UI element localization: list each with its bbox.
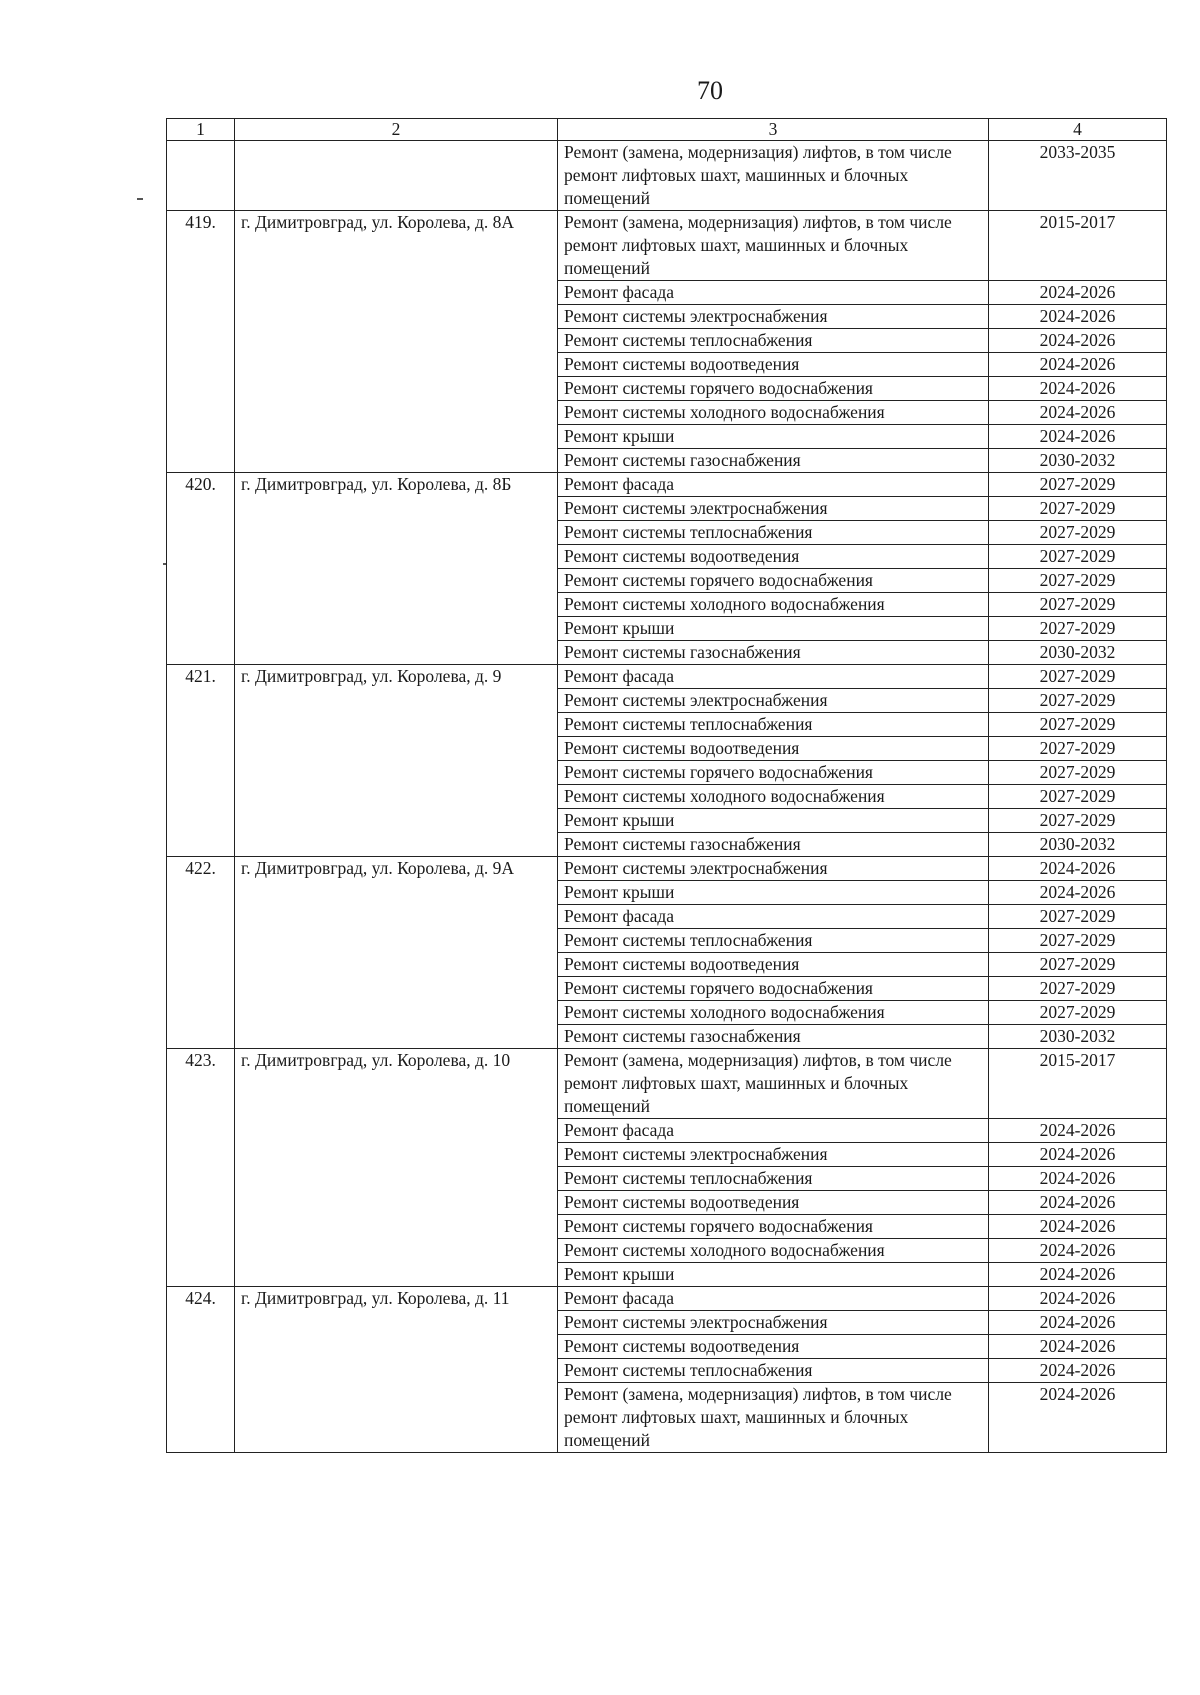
period-cell: 2024-2026 <box>989 353 1167 377</box>
work-type-cell: Ремонт системы теплоснабжения <box>558 1359 989 1383</box>
repair-schedule-table <box>166 118 1167 1453</box>
period-cell: 2027-2029 <box>989 617 1167 641</box>
work-type-cell: Ремонт системы водоотведения <box>558 545 989 569</box>
period-cell: 2024-2026 <box>989 1263 1167 1287</box>
table-row <box>167 1287 1167 1311</box>
period-cell: 2027-2029 <box>989 761 1167 785</box>
period-cell: 2027-2029 <box>989 521 1167 545</box>
work-type-cell: Ремонт системы теплоснабжения <box>558 1167 989 1191</box>
column-header-1: 1 <box>167 119 235 141</box>
work-type-cell: Ремонт системы горячего водоснабжения <box>558 761 989 785</box>
period-cell: 2024-2026 <box>989 1119 1167 1143</box>
work-type-cell: Ремонт системы холодного водоснабжения <box>558 593 989 617</box>
table-body <box>167 119 1167 1453</box>
table-row <box>167 141 1167 211</box>
work-type-cell: Ремонт системы холодного водоснабжения <box>558 1001 989 1025</box>
period-cell: 2024-2026 <box>989 881 1167 905</box>
period-cell: 2027-2029 <box>989 593 1167 617</box>
period-cell: 2024-2026 <box>989 401 1167 425</box>
row-number-cell: 422. <box>167 857 235 1049</box>
work-type-cell: Ремонт системы водоотведения <box>558 1191 989 1215</box>
period-cell: 2027-2029 <box>989 929 1167 953</box>
period-cell: 2024-2026 <box>989 425 1167 449</box>
work-type-cell: Ремонт фасада <box>558 665 989 689</box>
work-type-cell: Ремонт крыши <box>558 881 989 905</box>
work-type-cell: Ремонт крыши <box>558 617 989 641</box>
period-cell: 2024-2026 <box>989 281 1167 305</box>
period-cell: 2024-2026 <box>989 1287 1167 1311</box>
work-type-cell: Ремонт системы электроснабжения <box>558 497 989 521</box>
work-type-cell: Ремонт фасада <box>558 281 989 305</box>
period-cell: 2015-2017 <box>989 211 1167 281</box>
period-cell: 2030-2032 <box>989 1025 1167 1049</box>
row-number-cell: 424. <box>167 1287 235 1453</box>
work-type-cell: Ремонт системы электроснабжения <box>558 1143 989 1167</box>
period-cell: 2024-2026 <box>989 1383 1167 1453</box>
address-cell: г. Димитровград, ул. Королева, д. 9 <box>235 665 558 857</box>
column-header-4: 4 <box>989 119 1167 141</box>
period-cell: 2015-2017 <box>989 1049 1167 1119</box>
work-type-cell: Ремонт системы холодного водоснабжения <box>558 401 989 425</box>
period-cell: 2027-2029 <box>989 953 1167 977</box>
scan-speck <box>163 563 166 565</box>
table-row <box>167 857 1167 881</box>
address-cell: г. Димитровград, ул. Королева, д. 8А <box>235 211 558 473</box>
row-number-cell: 419. <box>167 211 235 473</box>
period-cell: 2027-2029 <box>989 737 1167 761</box>
period-cell: 2024-2026 <box>989 1167 1167 1191</box>
work-type-cell: Ремонт системы водоотведения <box>558 737 989 761</box>
work-type-cell: Ремонт крыши <box>558 1263 989 1287</box>
period-cell: 2030-2032 <box>989 449 1167 473</box>
period-cell: 2024-2026 <box>989 857 1167 881</box>
column-header-2: 2 <box>235 119 558 141</box>
work-type-cell: Ремонт системы электроснабжения <box>558 857 989 881</box>
table-row <box>167 665 1167 689</box>
work-type-cell: Ремонт (замена, модернизация) лифтов, в том числе ремонт лифтовых шахт, машинных и блочных помещений <box>558 211 989 281</box>
address-cell: г. Димитровград, ул. Королева, д. 10 <box>235 1049 558 1287</box>
address-cell: г. Димитровград, ул. Королева, д. 9А <box>235 857 558 1049</box>
period-cell: 2024-2026 <box>989 377 1167 401</box>
period-cell: 2024-2026 <box>989 1191 1167 1215</box>
period-cell: 2027-2029 <box>989 809 1167 833</box>
work-type-cell: Ремонт системы водоотведения <box>558 953 989 977</box>
work-type-cell: Ремонт фасада <box>558 473 989 497</box>
period-cell: 2027-2029 <box>989 713 1167 737</box>
address-cell <box>235 141 558 211</box>
period-cell: 2027-2029 <box>989 665 1167 689</box>
period-cell: 2027-2029 <box>989 473 1167 497</box>
table-row <box>167 1049 1167 1119</box>
work-type-cell: Ремонт системы электроснабжения <box>558 1311 989 1335</box>
period-cell: 2030-2032 <box>989 641 1167 665</box>
period-cell: 2027-2029 <box>989 569 1167 593</box>
work-type-cell: Ремонт крыши <box>558 809 989 833</box>
period-cell: 2027-2029 <box>989 1001 1167 1025</box>
period-cell: 2024-2026 <box>989 305 1167 329</box>
page-number: 70 <box>697 76 723 105</box>
work-type-cell: Ремонт системы холодного водоснабжения <box>558 1239 989 1263</box>
work-type-cell: Ремонт (замена, модернизация) лифтов, в том числе ремонт лифтовых шахт, машинных и блочных помещений <box>558 1049 989 1119</box>
scan-speck <box>137 198 143 200</box>
period-cell: 2024-2026 <box>989 1359 1167 1383</box>
period-cell: 2027-2029 <box>989 905 1167 929</box>
work-type-cell: Ремонт фасада <box>558 1287 989 1311</box>
work-type-cell: Ремонт фасада <box>558 905 989 929</box>
address-cell: г. Димитровград, ул. Королева, д. 8Б <box>235 473 558 665</box>
period-cell: 2027-2029 <box>989 785 1167 809</box>
work-type-cell: Ремонт системы газоснабжения <box>558 449 989 473</box>
work-type-cell: Ремонт системы электроснабжения <box>558 689 989 713</box>
address-cell: г. Димитровград, ул. Королева, д. 11 <box>235 1287 558 1453</box>
period-cell: 2024-2026 <box>989 1311 1167 1335</box>
work-type-cell: Ремонт системы водоотведения <box>558 1335 989 1359</box>
period-cell: 2030-2032 <box>989 833 1167 857</box>
work-type-cell: Ремонт системы газоснабжения <box>558 1025 989 1049</box>
row-number-cell <box>167 141 235 211</box>
period-cell: 2024-2026 <box>989 1239 1167 1263</box>
work-type-cell: Ремонт фасада <box>558 1119 989 1143</box>
period-cell: 2024-2026 <box>989 1335 1167 1359</box>
period-cell: 2027-2029 <box>989 545 1167 569</box>
work-type-cell: Ремонт системы теплоснабжения <box>558 521 989 545</box>
period-cell: 2024-2026 <box>989 1143 1167 1167</box>
work-type-cell: Ремонт системы газоснабжения <box>558 833 989 857</box>
work-type-cell: Ремонт системы теплоснабжения <box>558 329 989 353</box>
work-type-cell: Ремонт системы холодного водоснабжения <box>558 785 989 809</box>
work-type-cell: Ремонт системы газоснабжения <box>558 641 989 665</box>
work-type-cell: Ремонт системы электроснабжения <box>558 305 989 329</box>
work-type-cell: Ремонт системы горячего водоснабжения <box>558 377 989 401</box>
work-type-cell: Ремонт крыши <box>558 425 989 449</box>
row-number-cell: 421. <box>167 665 235 857</box>
period-cell: 2027-2029 <box>989 977 1167 1001</box>
work-type-cell: Ремонт системы теплоснабжения <box>558 713 989 737</box>
work-type-cell: Ремонт (замена, модернизация) лифтов, в том числе ремонт лифтовых шахт, машинных и блочных помещений <box>558 1383 989 1453</box>
work-type-cell: Ремонт системы горячего водоснабжения <box>558 1215 989 1239</box>
period-cell: 2024-2026 <box>989 1215 1167 1239</box>
work-type-cell: Ремонт системы горячего водоснабжения <box>558 977 989 1001</box>
period-cell: 2024-2026 <box>989 329 1167 353</box>
row-number-cell: 420. <box>167 473 235 665</box>
work-type-cell: Ремонт системы водоотведения <box>558 353 989 377</box>
column-header-3: 3 <box>558 119 989 141</box>
period-cell: 2027-2029 <box>989 689 1167 713</box>
row-number-cell: 423. <box>167 1049 235 1287</box>
table-row <box>167 211 1167 281</box>
period-cell: 2027-2029 <box>989 497 1167 521</box>
column-number-row <box>167 119 1167 141</box>
work-type-cell: Ремонт системы горячего водоснабжения <box>558 569 989 593</box>
table-row <box>167 473 1167 497</box>
work-type-cell: Ремонт (замена, модернизация) лифтов, в том числе ремонт лифтовых шахт, машинных и блочных помещений <box>558 141 989 211</box>
period-cell: 2033-2035 <box>989 141 1167 211</box>
work-type-cell: Ремонт системы теплоснабжения <box>558 929 989 953</box>
